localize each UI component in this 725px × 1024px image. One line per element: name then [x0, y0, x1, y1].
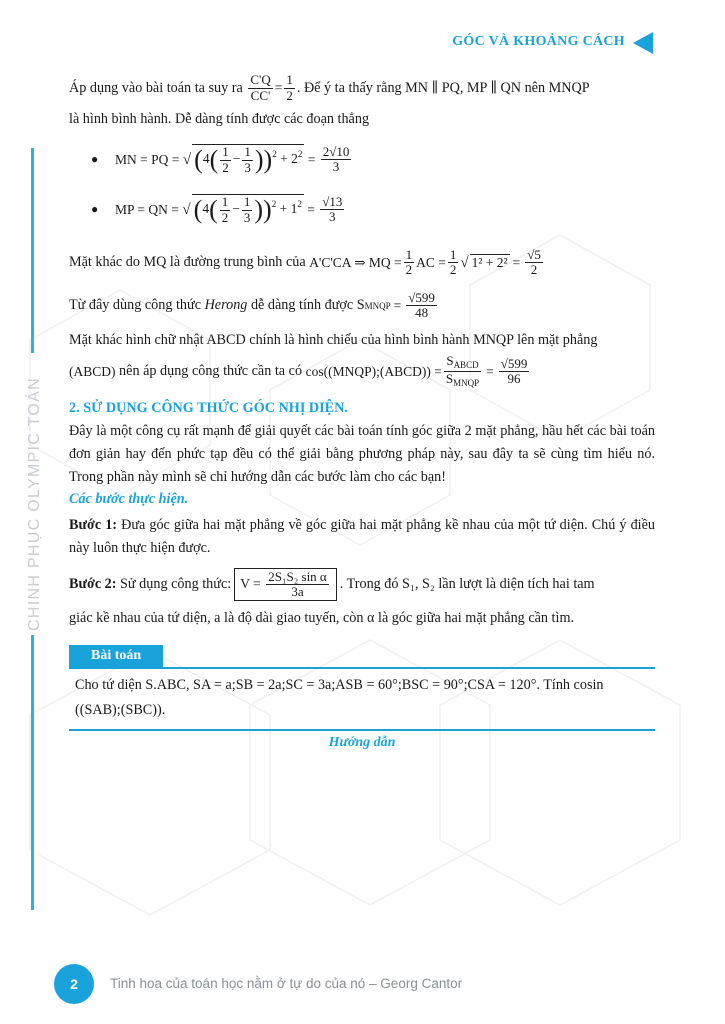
step-1	[69, 514, 655, 559]
step-2-continued: giác kề nhau của tứ diện, a là độ dài giao tuyến, còn α là góc giữa hai mặt phẳng cần tìm.	[69, 610, 575, 627]
denominator: 3	[329, 209, 336, 225]
lhs: MN = PQ =	[115, 151, 180, 167]
paragraph-midline	[69, 241, 655, 285]
text: . Để ý ta thấy rằng MN ∥ PQ, MP ∥ QN nên MNQP	[296, 79, 590, 96]
denominator: 2	[222, 159, 229, 175]
denominator: 3	[243, 209, 251, 225]
chapter-arrow-icon	[633, 32, 653, 54]
step-text: . Trong đó S₁, S₂ lần lượt là diện tích hai tam	[339, 576, 595, 593]
problem-body	[69, 669, 655, 729]
numerator: 1	[405, 246, 413, 262]
math: cos((MNQP);(ABCD)) =	[305, 363, 442, 379]
text: Áp dụng vào bài toán ta suy ra	[69, 79, 243, 96]
denominator: 3	[332, 159, 340, 175]
main-content	[69, 70, 655, 630]
guide-heading: Hướng dẫn	[328, 734, 396, 750]
page-number: 2	[54, 964, 94, 1004]
section-title: 2. SỬ DỤNG CÔNG THỨC GÓC NHỊ DIỆN.	[69, 400, 348, 417]
denominator: CC'	[250, 87, 271, 103]
numerator: C'Q	[250, 72, 271, 88]
subscript: MNQP	[364, 300, 391, 311]
result-fraction	[320, 195, 344, 225]
coef: 4	[202, 201, 210, 217]
denominator: 3	[244, 159, 251, 175]
equals: =	[512, 254, 521, 270]
step-label: Bước 1:	[69, 517, 118, 534]
numerator: 1	[449, 246, 457, 262]
numerator: 1	[222, 144, 229, 160]
step-text: Đưa góc giữa hai mặt phẳng về góc giữa hai mặt phẳng kề nhau của một tứ diện. Chú ý điều này luôn thực hiện được.	[69, 517, 655, 556]
s-symbol: S	[446, 353, 454, 369]
exponent: 2	[297, 149, 303, 160]
addend: + 1	[279, 201, 298, 217]
paragraph-herong	[69, 285, 655, 327]
addend: + 2	[280, 151, 298, 167]
text: Mặt khác do MQ là đường trung bình của	[69, 254, 306, 271]
fraction-half	[284, 73, 295, 103]
sidebar-title: CHINH PHỤC OLYMPIC TOÁN	[26, 377, 43, 631]
exponent: 2	[272, 149, 277, 160]
exponent: 2	[297, 199, 302, 210]
denominator: 3a	[291, 583, 304, 599]
minus: −	[232, 201, 240, 217]
numerator: 2S₁S₂ sin α	[268, 568, 327, 584]
result-fraction	[321, 145, 352, 175]
sidebar-line-bottom	[31, 635, 34, 910]
formula-lhs: V =	[240, 575, 261, 591]
denominator: 2	[449, 262, 457, 278]
math: (ABCD)	[69, 363, 116, 379]
problem-tag: Bài toán	[69, 645, 163, 667]
dihedral-formula	[234, 568, 337, 602]
sqrt-icon: √	[182, 151, 192, 168]
numerator: 1	[244, 144, 251, 160]
radicand: 1² + 2²	[471, 255, 508, 271]
denominator: 2	[286, 87, 293, 103]
chapter-title: GÓC VÀ KHOẢNG CÁCH	[452, 34, 625, 49]
sidebar-line-top	[31, 148, 34, 353]
denominator: 2	[405, 262, 413, 278]
bullet-mn: ● MN = PQ = √ (4( $\frac{1}{2}$ − $\frac{1}{3}$ ))$^2 + 2^2$ = $\frac{2√10}{3}$	[91, 143, 350, 175]
radicand: (4( $\frac{1}{2}$ − $\frac{1}{3}$ ))$^2 + 2^2$	[194, 144, 303, 175]
sqrt-icon: √	[460, 254, 469, 271]
radicand: (4( $\frac{1}{2}$ − $\frac{1}{3}$ ))$^2 + 1^2$	[193, 194, 302, 225]
paragraph-projection: Mặt khác hình chữ nhật ABCD chính là hình chiếu của hình bình hành MNQP lên mặt phẳng	[69, 331, 598, 348]
problem-box	[69, 645, 655, 751]
herong-term: Herong	[204, 297, 248, 314]
numerator: 1	[221, 194, 229, 210]
denominator: 48	[415, 305, 429, 321]
bullet-mp: ● MP = QN = √ (4( $\frac{1}{2}$ − $\frac{1}{3}$ ))$^2 + 1^2$ = $\frac{√13}{3}$	[91, 193, 343, 225]
denominator: 2	[530, 262, 538, 278]
bullet-dot: ●	[91, 202, 99, 217]
problem-line-2: ((SAB);(SBC)).	[75, 701, 166, 718]
numerator: √599	[408, 289, 435, 305]
text: dễ dàng tính được S	[250, 297, 365, 314]
numerator: 2√10	[322, 143, 350, 159]
bullet-dot: ●	[91, 152, 99, 167]
text: Từ đây dùng công thức	[69, 297, 202, 314]
numerator: √599	[500, 355, 528, 371]
numerator: √13	[322, 193, 343, 209]
step-text: Sử dụng công thức:	[120, 576, 232, 593]
exponent: 2	[271, 199, 277, 210]
fraction-cq	[248, 73, 272, 103]
math: AC =	[416, 254, 446, 270]
numerator: √5	[527, 246, 541, 262]
problem-line-1: Cho tứ diện S.ABC, SA = a;SB = 2a;SC = 3a;ASB = 60°;BSC = 90°;CSA = 120°. Tính cosin	[75, 677, 604, 693]
text: nên áp dụng công thức cần ta có	[119, 363, 303, 380]
s-symbol: S	[445, 370, 454, 386]
equals: =	[486, 363, 494, 379]
equals: =	[274, 80, 283, 96]
paragraph-cos	[69, 351, 655, 391]
subscript: ABCD	[453, 360, 479, 371]
denominator: 96	[507, 370, 521, 386]
minus: −	[232, 151, 241, 167]
math: A'C'CA ⇒ MQ =	[309, 254, 402, 270]
numerator: 1	[243, 194, 251, 210]
step-label: Bước 2:	[69, 576, 117, 593]
steps-title: Các bước thực hiện.	[69, 491, 189, 508]
sqrt-icon: √	[182, 201, 191, 218]
subscript: MNQP	[453, 377, 480, 388]
step-2	[69, 561, 655, 607]
coef: 4	[202, 151, 210, 167]
section-intro: Đây là một công cụ rất mạnh để giải quyết các bài toán tính góc giữa 2 mặt phẳng, hầu hết các bài toán đơn giản hay đến phức tạp đều có thể giải bằng phương pháp này, sau đây ta sẽ cùng tìm hiểu nó. Trong phần này mình sẽ chỉ hướng dẫn các bước làm cho các bạn!	[69, 423, 655, 485]
paragraph-ratio	[69, 70, 655, 106]
footer-quote: Tinh hoa của toán học nằm ở tự do của nó – Georg Cantor	[110, 976, 463, 991]
equals: =	[393, 297, 402, 313]
problem-divider-bottom	[69, 729, 655, 731]
paragraph-parallelogram: là hình bình hành. Dễ dàng tính được các đoạn thẳng	[69, 111, 370, 127]
numerator: 1	[286, 72, 293, 88]
lhs: MP = QN =	[115, 201, 179, 217]
denominator: 2	[221, 209, 229, 225]
